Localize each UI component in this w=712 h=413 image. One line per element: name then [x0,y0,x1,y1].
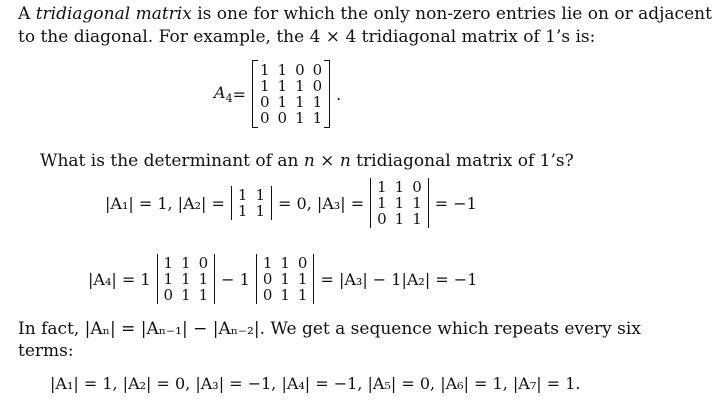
matrix-minor-b-cell: 1 [280,270,290,288]
a4-matrix-row [256,62,326,78]
a4-matrix-row [256,110,326,126]
a4-matrix-cell: 0 [259,93,270,111]
matrix-minor-b-row [259,255,312,271]
a4-matrix-cell: 0 [295,61,305,79]
det-prefix-2: |A₄| = 1 [88,269,151,289]
matrix-a3-cell: 1 [377,194,387,212]
matrix-minor-b-row [259,271,312,287]
matrix-a3-row [373,211,426,227]
det-a3 [370,178,429,228]
term-tridiagonal-matrix: tridiagonal matrix [35,4,192,24]
matrix-a3-cell: 1 [412,194,422,212]
det-suffix-2: = |A₃| − 1|A₂| = −1 [320,269,478,289]
matrix-minor-a-cell: 1 [163,270,174,288]
matrix-a2-cell: 1 [237,202,248,220]
matrix-a3-cell: 0 [377,210,387,228]
matrix-a3-cell: 1 [394,178,405,196]
matrix-a3-cell: 1 [377,178,387,196]
period: . [336,84,342,104]
equals-sign: = [232,84,246,104]
a4-matrix-row [256,78,326,94]
matrix-minor-b-cell: 1 [297,270,308,288]
a4-matrix-cell: 1 [277,77,288,95]
matrix-minor-b-row [259,287,312,303]
a4-symbol: $A_4$ [214,82,233,106]
matrix-minor-b-cell: 1 [297,286,308,304]
a4-matrix-cell: 1 [259,77,270,95]
a4-bracket-matrix [252,60,330,128]
question-text: What is the determinant of an n × n tridiagonal matrix of 1’s? [40,151,574,171]
fact-line-1: In fact, |Aₙ| = |Aₙ₋₁| − |Aₙ₋₂|. We get a sequence which repeats every six [18,319,641,339]
sequence-line: |A₁| = 1, |A₂| = 0, |A₃| = −1, |A₄| = −1, |A₅| = 0, |A₆| = 1, |A₇| = 1. [50,374,581,393]
fact-line-2: terms: [18,341,74,361]
matrix-a2-row [234,187,269,203]
a4-matrix-cell: 1 [312,109,323,127]
a4-matrix-row [256,94,326,110]
det-suffix-1: = −1 [434,193,477,213]
matrix-a2-cell: 1 [255,202,266,220]
matrix-minor-b [259,255,312,303]
matrix-minor-a-cell: 0 [163,286,174,304]
matrix-minor-b-cell: 1 [280,286,290,304]
matrix-minor-b-cell: 0 [262,286,273,304]
matrix-a3-row [373,179,426,195]
matrix-a3-cell: 0 [412,178,422,196]
matrix-minor-a-cell: 1 [198,286,209,304]
matrix-a2 [234,187,269,219]
matrix-minor-a-cell: 1 [198,270,209,288]
matrix-minor-b-cell: 1 [280,254,290,272]
a4-matrix-cell: 1 [259,61,270,79]
matrix-a3-cell: 1 [412,210,422,228]
a4-matrix-cell: 0 [312,77,323,95]
minus-one: − 1 [221,269,250,289]
a4-definition [214,60,341,128]
a4-matrix-cell: 0 [312,61,323,79]
a4-matrix-cell: 1 [295,93,305,111]
matrix-a3-cell: 1 [394,194,405,212]
matrix-minor-a-row [160,287,213,303]
a4-matrix-cell: 1 [312,93,323,111]
a4-matrix-cell: 0 [277,109,288,127]
a4-matrix [256,62,326,126]
matrix-a3-row [373,195,426,211]
matrix-minor-b-cell: 0 [262,270,273,288]
a4-matrix-cell: 1 [295,77,305,95]
a4-matrix-cell: 1 [277,61,288,79]
matrix-minor-a-cell: 1 [181,270,191,288]
matrix-minor-a-row [160,271,213,287]
det-minor-b [256,254,315,304]
matrix-a2-cell: 1 [237,186,248,204]
det-minor-a [157,254,216,304]
matrix-a3-cell: 1 [394,210,405,228]
matrix-minor-a-cell: 1 [163,254,174,272]
matrix-minor-a-cell: 1 [181,286,191,304]
det-prefix-1: |A₁| = 1, |A₂| = [105,193,225,213]
intro-line-1: A tridiagonal matrix is one for which the only non-zero entries lie on or adjacent [18,4,712,24]
a4-matrix-cell: 0 [259,109,270,127]
matrix-a3 [373,179,426,227]
matrix-minor-a-cell: 1 [181,254,191,272]
determinants-line-2 [88,254,477,304]
det-mid-1: = 0, |A₃| = [278,193,365,213]
determinants-line-1 [105,178,477,228]
matrix-a2-row [234,203,269,219]
matrix-minor-a [160,255,213,303]
a4-matrix-cell: 1 [277,93,288,111]
det-a2 [231,186,272,220]
matrix-minor-a-row [160,255,213,271]
matrix-minor-b-cell: 1 [262,254,273,272]
matrix-minor-b-cell: 0 [297,254,308,272]
intro-line-2: to the diagonal. For example, the 4 × 4 tridiagonal matrix of 1’s is: [18,27,596,47]
a4-matrix-cell: 1 [295,109,305,127]
matrix-a2-cell: 1 [255,186,266,204]
matrix-minor-a-cell: 0 [198,254,209,272]
